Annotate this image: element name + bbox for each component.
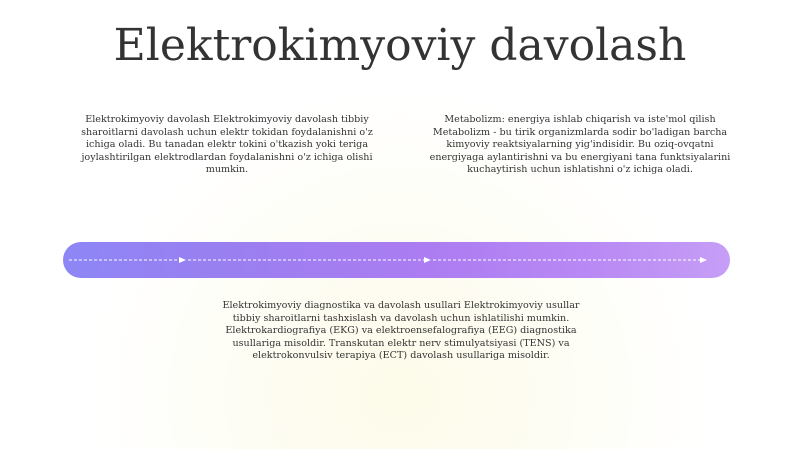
text-block-electrochemical-treatment: Elektrokimyoviy davolash Elektrokimyoviy davolash tibbiy sharoitlarni davolash uchun elektr tokidan foydalanishni o'z ichiga oladi. Bu tanadan elektr tokini o'tkazish yoki teriga joylashtirilgan elektrodlardan foydalanishni o'z ichiga olishi mumkin. (81, 114, 373, 176)
arrow-head-icon (424, 257, 431, 263)
text-block-diagnostics-treatment: Elektrokimyoviy diagnostika va davolash usullari Elektrokimyoviy usullar tibbiy sharoitlarni tashxislash va davolash uchun ishlatilishi mumkin. Elektrokardiografiya (EKG) va elektroensefalografiya (EEG) diagnostika usullariga misoldir. Transkutan elektr nerv stimulyatsiyasi (TENS) va elektrokonvulsiv terapiya (ECT) davolash usullariga misoldir. (222, 300, 580, 362)
timeline-bar (63, 242, 730, 278)
slide-title: Elektrokimyoviy davolash (113, 20, 687, 71)
arrow-head-icon (700, 257, 707, 263)
timeline-arrows (63, 242, 730, 278)
arrow-head-icon (179, 257, 186, 263)
text-block-metabolism: Metabolizm: energiya ishlab chiqarish va iste'mol qilish Metabolizm - bu tirik organizmlarda sodir bo'ladigan barcha kimyoviy reaktsiyalarning yig'indisidir. Bu oziq-ovqatni energiyaga aylantirishni va bu energiyani tana funktsiyalarini kuchaytirish uchun ishlatishni o'z ichiga oladi. (429, 114, 731, 176)
